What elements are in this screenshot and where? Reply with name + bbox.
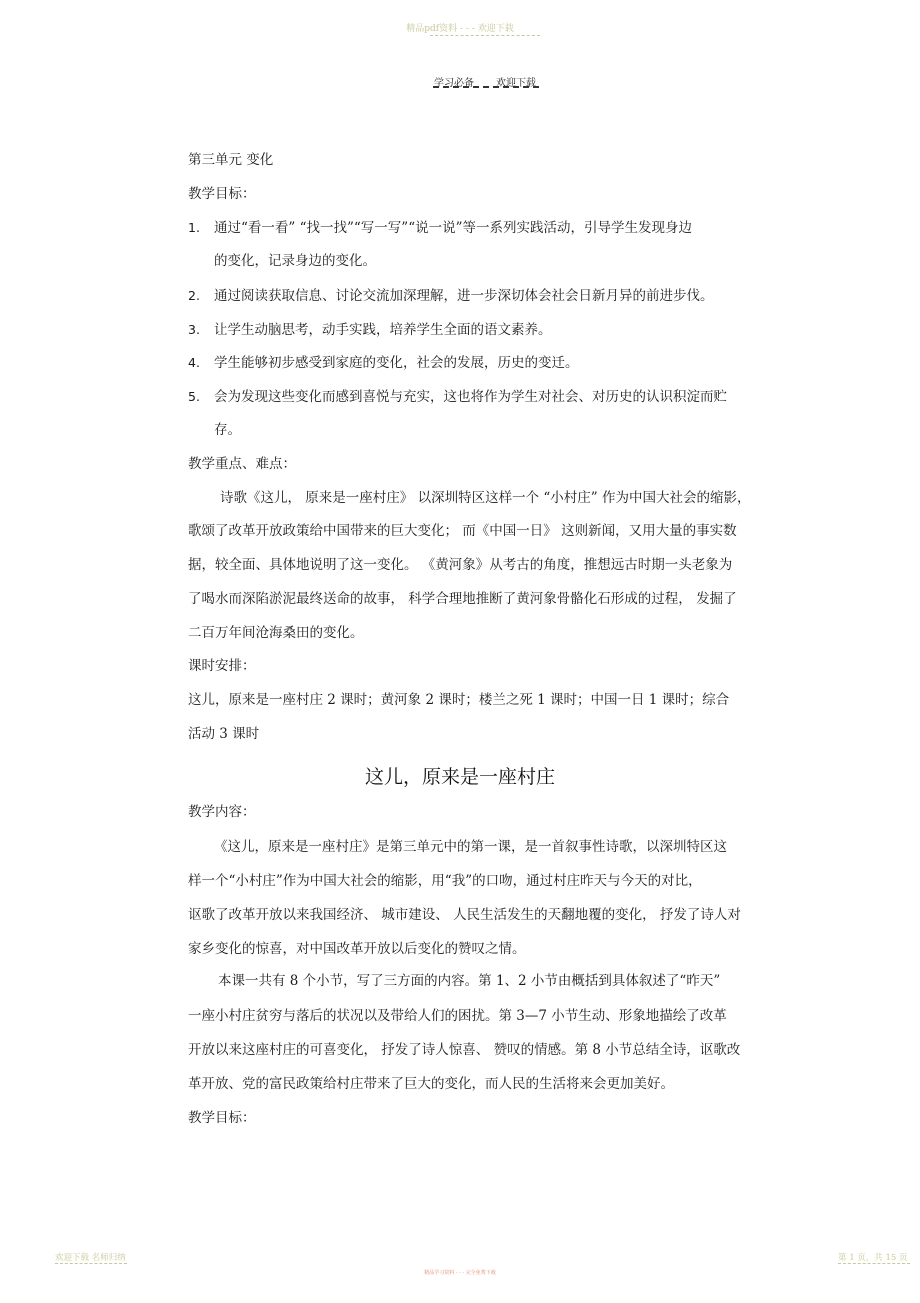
key-points-line: 诗歌《这儿， 原来是一座村庄》 以深圳特区这样一个 “小村庄” 作为中国大社会的缩影， bbox=[220, 490, 751, 506]
header-left-text: 学习必备 bbox=[434, 78, 474, 89]
key-points-line: 二百万年间沧海桑田的变化。 bbox=[188, 625, 364, 641]
content-line: 本课一共有 8 个小节，写了三方面的内容。第 1、2 小节由概括到具体叙述了“昨天” bbox=[218, 973, 721, 989]
goal-item bbox=[188, 287, 714, 305]
key-points-line: 歌颂了改革开放政策给中国带来的巨大变化； 而《中国一日》 这则新闻，又用大量的事实数 bbox=[188, 523, 737, 539]
goal-number: 3. bbox=[188, 322, 200, 337]
goal-text: 让学生动脑思考，动手实践，培养学生全面的语文素养。 bbox=[214, 322, 552, 338]
schedule-line: 活动 3 课时 bbox=[188, 726, 260, 742]
footer-left: 欢迎下载 名师归纳 bbox=[55, 1253, 126, 1263]
content-line: 开放以来这座村庄的可喜变化， 抒发了诗人惊喜、 赞叹的情感。第 8 小节总结全诗，讴歌改 bbox=[188, 1042, 741, 1058]
goal-item bbox=[188, 388, 727, 406]
page-number: 第 1 页，共 15 页 bbox=[838, 1253, 908, 1263]
content-line: 家乡变化的惊喜，对中国改革开放以后变化的赞叹之情。 bbox=[188, 941, 526, 957]
goal-item bbox=[188, 219, 692, 237]
goals-heading: 教学目标： bbox=[188, 186, 256, 202]
footer-left-divider bbox=[55, 1263, 127, 1264]
header-divider bbox=[433, 86, 539, 88]
lesson-title: 这儿，原来是一座村庄 bbox=[364, 766, 555, 788]
content-heading: 教学内容： bbox=[188, 804, 256, 820]
schedule-heading: 课时安排： bbox=[188, 658, 256, 674]
goal-number: 5. bbox=[188, 389, 200, 404]
goal-text: 学生能够初步感受到家庭的变化，社会的发展，历史的变迁。 bbox=[214, 355, 579, 371]
goal-item bbox=[188, 321, 552, 339]
footer-right-divider bbox=[838, 1263, 910, 1264]
goal-text: 通过“看一看” “找一找”“写一写”“说一说”等一系列实践活动，引导学生发现身边 bbox=[214, 220, 693, 236]
goal-text: 通过阅读获取信息、讨论交流加深理解，进一步深切体会社会日新月异的前进步伐。 bbox=[214, 288, 714, 304]
goal-number: 2. bbox=[188, 288, 200, 303]
content-line: 革开放、党的富民政策给村庄带来了巨大的变化，而人民的生活将来会更加美好。 bbox=[188, 1076, 674, 1092]
goal-text: 会为发现这些变化而感到喜悦与充实，这也将作为学生对社会、对历史的认识积淀而贮 bbox=[214, 389, 727, 405]
key-points-line: 据，较全面、具体地说明了这一变化。 《黄河象》从考古的角度，推想远古时期一头老象为 bbox=[188, 557, 733, 573]
top-watermark-divider bbox=[430, 35, 540, 36]
key-points-line: 了喝水而深陷淤泥最终送命的故事， 科学合理地推断了黄河象骨骼化石形成的过程， 发掘了 bbox=[188, 591, 737, 607]
goal-number: 4. bbox=[188, 355, 200, 370]
header-right-text: 欢迎下载 bbox=[496, 78, 536, 89]
unit-title: 第三单元 变化 bbox=[188, 152, 274, 168]
content-line: 一座小村庄贫穷与落后的状况以及带给人们的困扰。第 3—7 小节生动、形象地描绘了改革 bbox=[188, 1008, 727, 1024]
content-line: 讴歌了改革开放以来我国经济、 城市建设、 人民生活发生的天翻地覆的变化， 抒发了诗人对 bbox=[188, 907, 741, 923]
content-line: 《这儿，原来是一座村庄》是第三单元中的第一课，是一首叙事性诗歌，以深圳特区这 bbox=[214, 839, 727, 855]
goal-item-continuation: 的变化，记录身边的变化。 bbox=[214, 253, 376, 269]
content-line: 样一个“小村庄”作为中国大社会的缩影，用“我”的口吻，通过村庄昨天与今天的对比， bbox=[188, 873, 702, 889]
schedule-line: 这儿，原来是一座村庄 2 课时；黄河象 2 课时；楼兰之死 1 课时；中国一日 1 课时；综合 bbox=[188, 692, 730, 708]
top-watermark: 精品pdf资料 - - - 欢迎下载 bbox=[406, 24, 514, 34]
goal-item bbox=[188, 354, 579, 372]
goal-item-continuation: 存。 bbox=[214, 422, 241, 438]
key-points-heading: 教学重点、难点： bbox=[188, 456, 296, 472]
goal-number: 1. bbox=[188, 220, 200, 235]
footer-center-watermark: 精品学习资料 - - - 完全免费下载 bbox=[424, 1270, 496, 1276]
goals-heading-second: 教学目标： bbox=[188, 1110, 256, 1126]
